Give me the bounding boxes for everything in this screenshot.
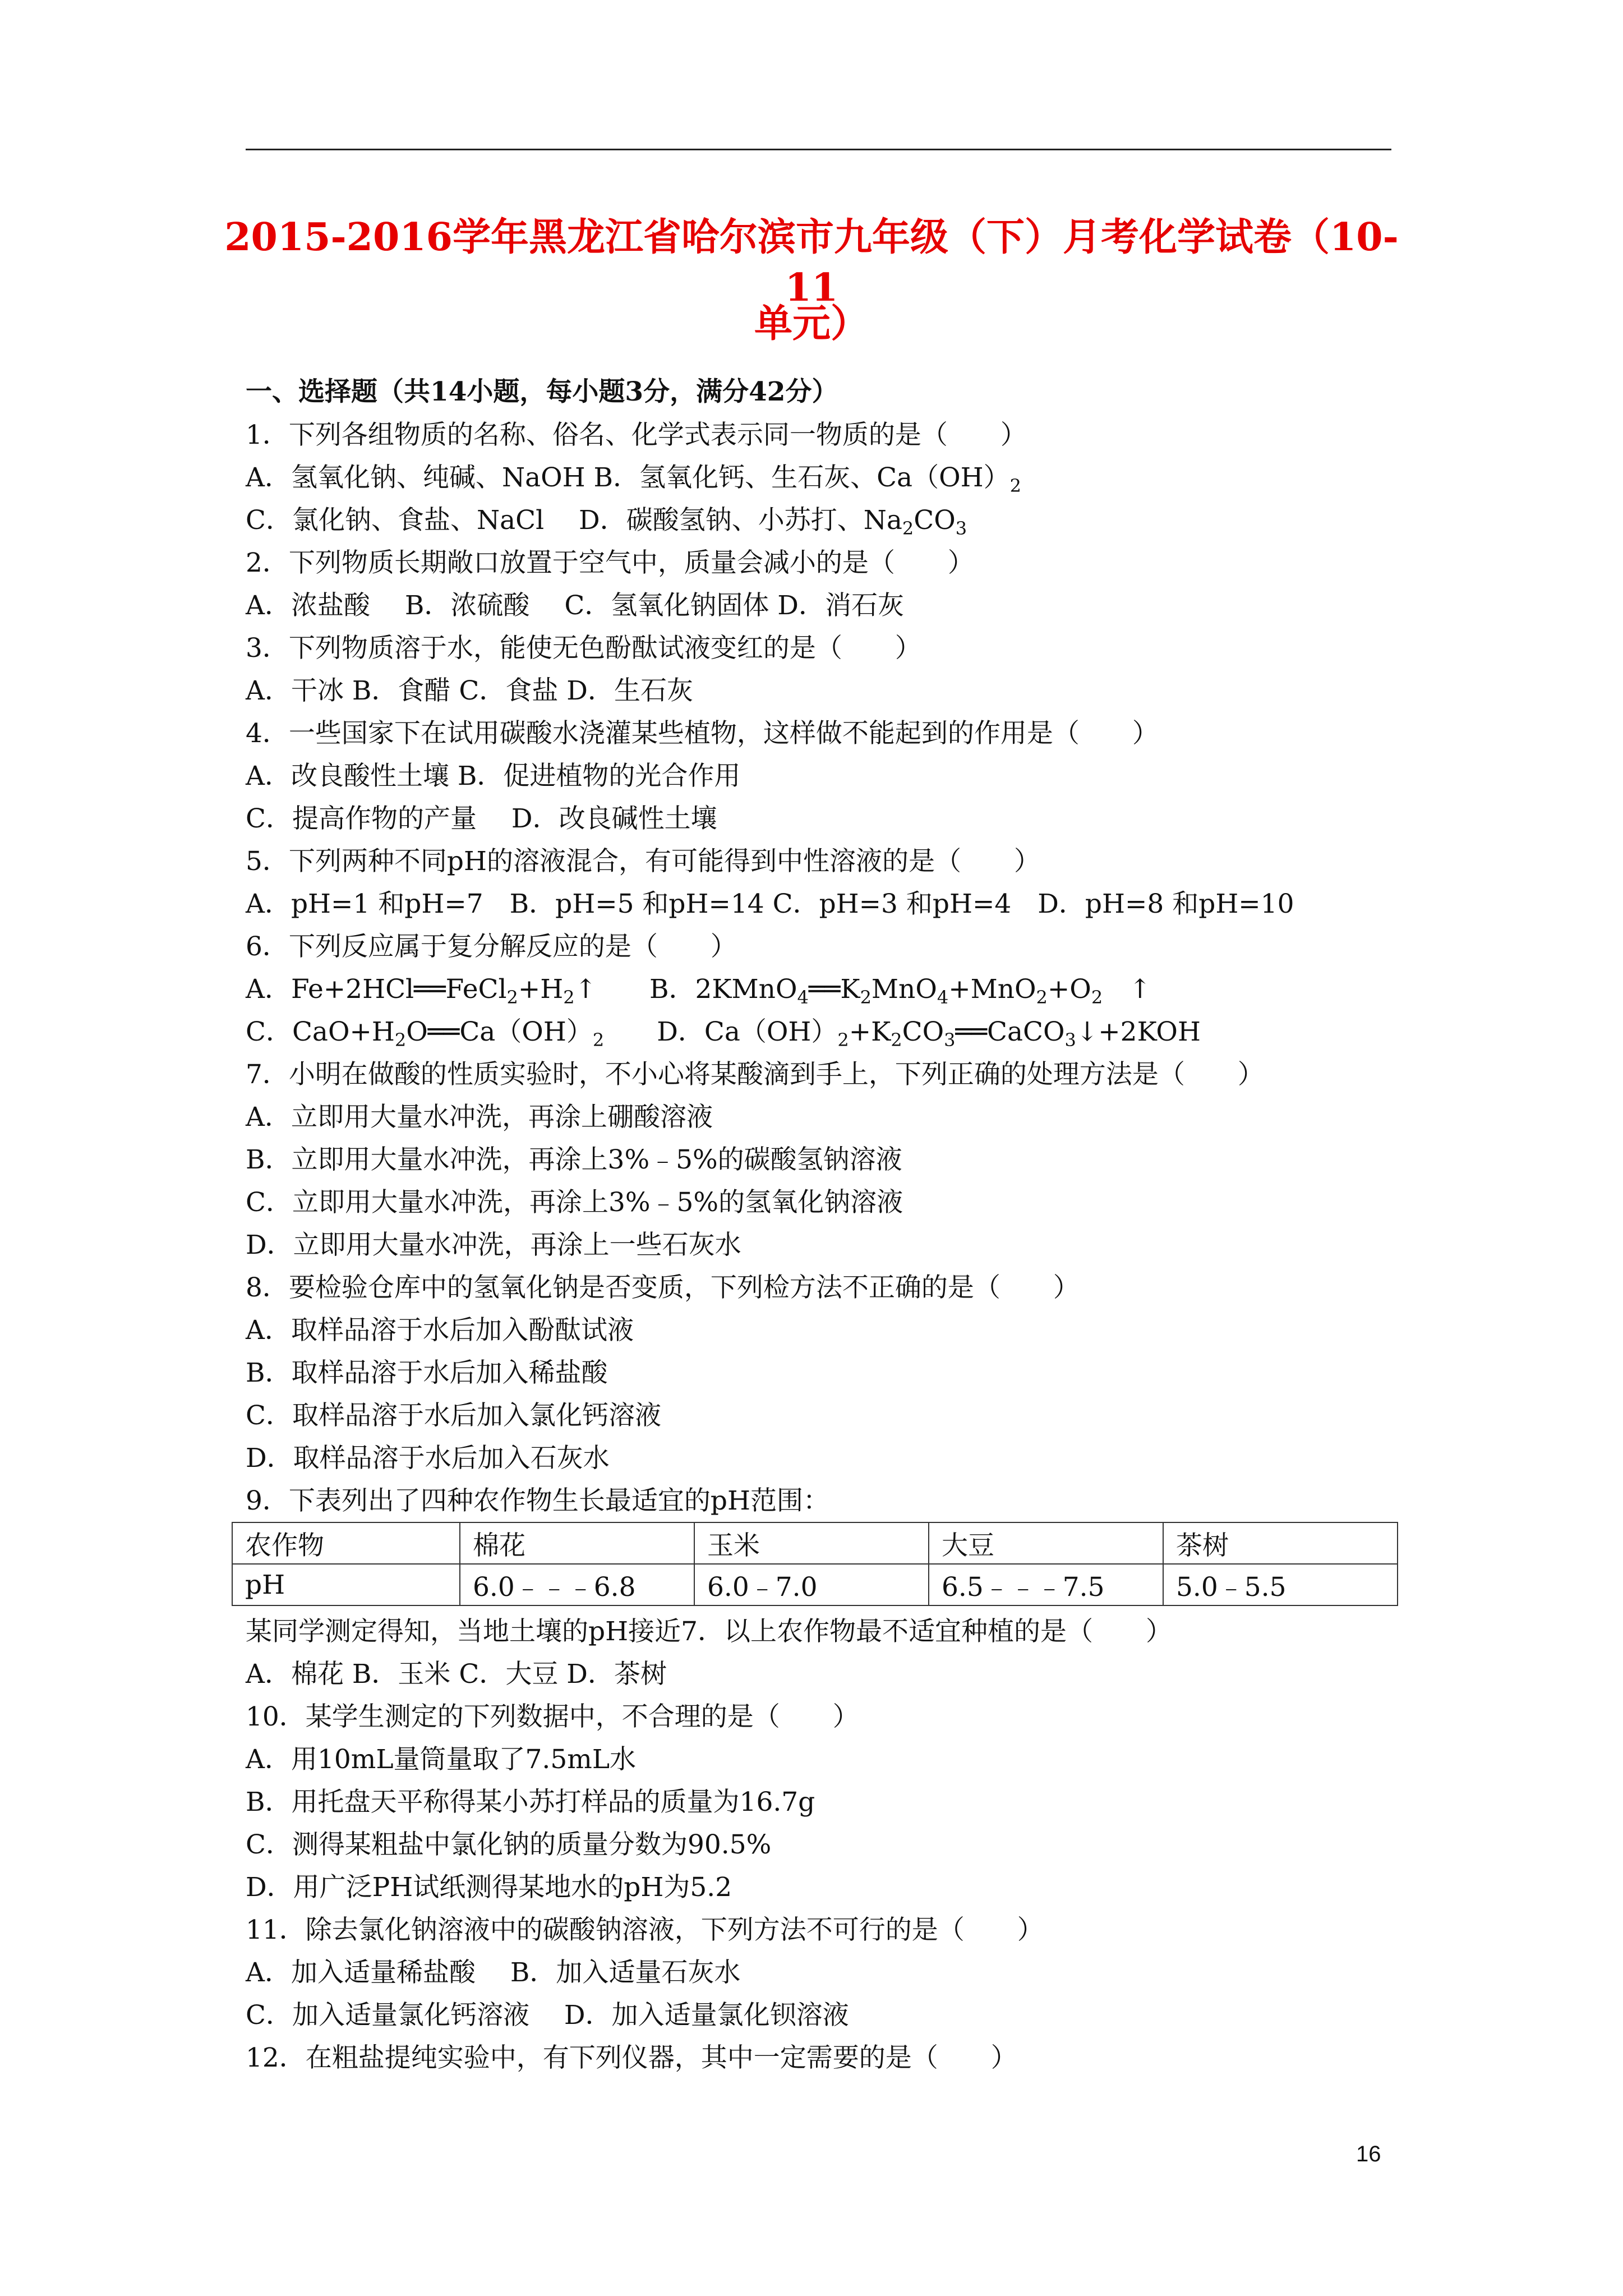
question-7-stem: 7．小明在做酸的性质实验时，不小心将某酸滴到手上，下列正确的处理方法是（ ） xyxy=(246,1059,1264,1090)
question-8-option-a: A．取样品溶于水后加入酚酞试液 xyxy=(246,1315,634,1346)
table-cell: 大豆 xyxy=(929,1522,1163,1564)
question-6-options-cd: C．$CaO+H_2O══Ca(OH)_2$ D．$Ca(OH)_2+K_2CO_3══CaCO_3↓+2KOH$ xyxy=(246,1016,1201,1051)
question-10-option-c: C．测得某粗盐中氯化钠的质量分数为90.5% xyxy=(246,1829,772,1860)
page-title-continued: 单元） xyxy=(754,301,869,346)
page-number: 16 xyxy=(1356,2142,1381,2166)
section-heading: 一、选择题（共14小题，每小题3分，满分42分） xyxy=(246,376,838,407)
question-9-options: A．棉花 B．玉米 C．大豆 D．茶树 xyxy=(246,1659,667,1690)
question-11-options-ab: A．加入适量稀盐酸 B．加入适量石灰水 xyxy=(246,1957,741,1988)
question-10-option-a: A．用10mL量筒量取了7.5mL水 xyxy=(246,1744,637,1775)
question-4-stem: 4．一些国家下在试用碳酸水浇灌某些植物，这样做不能起到的作用是（ ） xyxy=(246,718,1159,749)
question-1-stem: 1．下列各组物质的名称、俗名、化学式表示同一物质的是（ ） xyxy=(246,420,1027,450)
table-cell: pH xyxy=(232,1564,460,1605)
question-8-stem: 8．要检验仓库中的氢氧化钠是否变质，下列检方法不正确的是（ ） xyxy=(246,1272,1080,1303)
table-row xyxy=(232,1564,1398,1605)
question-7-option-a: A．立即用大量水冲洗，再涂上硼酸溶液 xyxy=(246,1102,713,1133)
table-cell: 棉花 xyxy=(460,1522,694,1564)
table-cell: 茶树 xyxy=(1163,1522,1398,1564)
question-7-option-c: C．立即用大量水冲洗，再涂上3%﹣5%的氢氧化钠溶液 xyxy=(246,1187,903,1218)
table-cell: 玉米 xyxy=(694,1522,929,1564)
table-cell: 6.5﹣﹣﹣7.5 xyxy=(929,1564,1163,1605)
question-1-options-cd: C．氯化钠、食盐、NaCl D．碳酸氢钠、小苏打、$Na_2CO_3$ xyxy=(246,505,967,539)
question-5-stem: 5．下列两种不同pH的溶液混合，有可能得到中性溶液的是（ ） xyxy=(246,846,1040,877)
ph-range-table xyxy=(232,1522,1398,1606)
question-5-options: A．pH=1 和pH=7 B．pH=5 和pH=14 C．pH=3 和pH=4 D．pH=8 和pH=10 xyxy=(246,889,1294,919)
question-10-option-b: B．用托盘天平称得某小苏打样品的质量为16.7g xyxy=(246,1787,815,1818)
table-cell: 农作物 xyxy=(232,1522,460,1564)
question-7-option-b: B．立即用大量水冲洗，再涂上3%﹣5%的碳酸氢钠溶液 xyxy=(246,1144,902,1175)
question-2-options: A．浓盐酸 B．浓硫酸 C．氢氧化钠固体 D．消石灰 xyxy=(246,590,904,621)
question-8-option-c: C．取样品溶于水后加入氯化钙溶液 xyxy=(246,1400,661,1431)
question-7-option-d: D．立即用大量水冲洗，再涂上一些石灰水 xyxy=(246,1230,741,1260)
question-4-options-ab: A．改良酸性土壤 B．促进植物的光合作用 xyxy=(246,761,741,792)
table-cell: 5.0﹣5.5 xyxy=(1163,1564,1398,1605)
table-cell: 6.0﹣﹣﹣6.8 xyxy=(460,1564,694,1605)
question-11-stem: 11．除去氯化钠溶液中的碳酸钠溶液，下列方法不可行的是（ ） xyxy=(246,1915,1044,1945)
question-1-options-ab: A．氢氧化钠、纯碱、NaOH B．氢氧化钙、生石灰、$Ca(OH)_2$ xyxy=(246,462,1021,496)
question-8-option-b: B．取样品溶于水后加入稀盐酸 xyxy=(246,1358,608,1388)
question-2-stem: 2．下列物质长期敞口放置于空气中，质量会减小的是（ ） xyxy=(246,547,974,578)
question-3-stem: 3．下列物质溶于水，能使无色酚酞试液变红的是（ ） xyxy=(246,633,921,664)
question-8-option-d: D．取样品溶于水后加入石灰水 xyxy=(246,1443,610,1474)
question-4-options-cd: C．提高作物的产量 D．改良碱性土壤 xyxy=(246,803,717,834)
question-10-stem: 10．某学生测定的下列数据中，不合理的是（ ） xyxy=(246,1701,859,1732)
question-10-option-d: D．用广泛PH试纸测得某地水的pH为5.2 xyxy=(246,1872,732,1903)
question-3-options: A．干冰 B．食醋 C．食盐 D．生石灰 xyxy=(246,675,693,706)
question-9-followup: 某同学测定得知，当地土壤的pH接近7．以上农作物最不适宜种植的是（ ） xyxy=(246,1616,1172,1647)
question-6-stem: 6．下列反应属于复分解反应的是（ ） xyxy=(246,931,737,962)
header-rule xyxy=(246,149,1391,150)
table-header-row xyxy=(232,1522,1398,1564)
question-11-options-cd: C．加入适量氯化钙溶液 D．加入适量氯化钡溶液 xyxy=(246,2000,849,2031)
question-12-stem: 12．在粗盐提纯实验中，有下列仪器，其中一定需要的是（ ） xyxy=(246,2042,1017,2073)
page-title: 2015-2016学年黑龙江省哈尔滨市九年级（下）月考化学试卷（10-11 xyxy=(224,215,1399,310)
question-9-stem: 9．下表列出了四种农作物生长最适宜的pH范围： xyxy=(246,1485,829,1516)
table-cell: 6.0﹣7.0 xyxy=(694,1564,929,1605)
question-6-options-ab: A．$Fe+2HCl══FeCl_2+H_2↑$ B．$2KMnO_4══K_2MnO_4+MnO_2+O_2$ ↑ xyxy=(246,974,1151,1008)
